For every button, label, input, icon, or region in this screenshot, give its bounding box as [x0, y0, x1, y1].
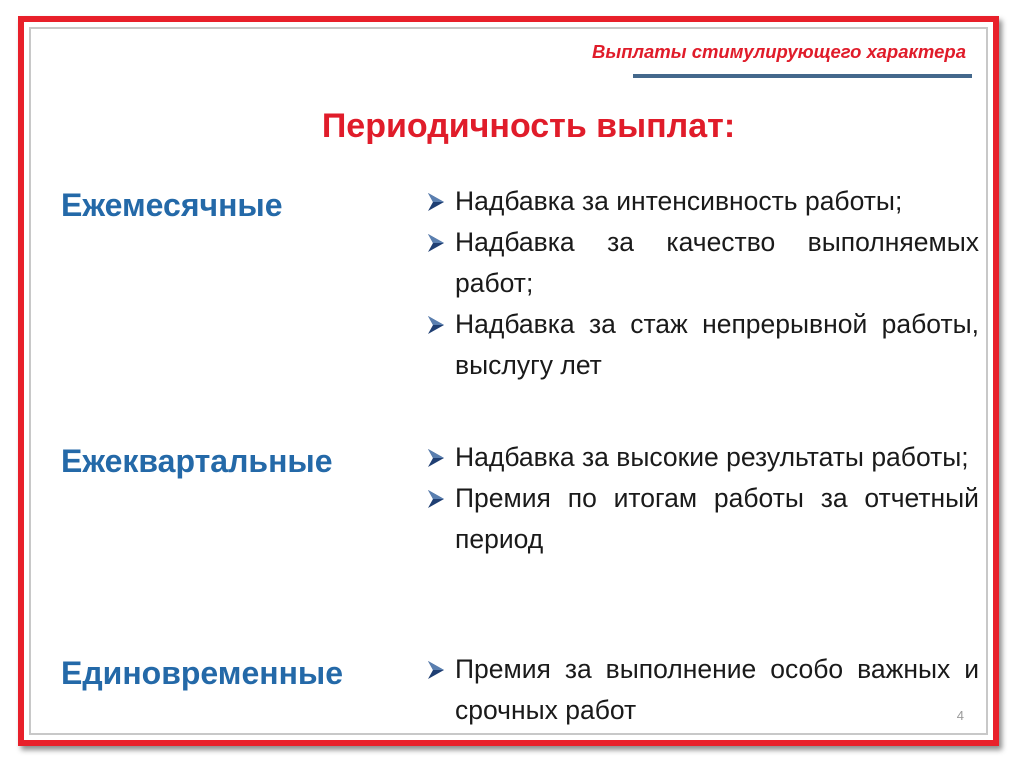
- list-item-text: Премия за выполнение особо важных и срочных работ: [455, 654, 979, 725]
- bullet-list-monthly: [423, 181, 979, 386]
- group-heading-quarterly: Ежеквартальные: [61, 443, 333, 479]
- list-item: [423, 478, 979, 560]
- slide-inner-frame: [29, 27, 988, 735]
- list-item: [423, 649, 979, 731]
- arrow-bullet-icon: [425, 488, 447, 510]
- arrow-bullet-icon: [425, 659, 447, 681]
- list-item: [423, 181, 979, 222]
- list-item-text: Надбавка за высокие результаты работы;: [455, 442, 969, 472]
- arrow-bullet-icon: [425, 314, 447, 336]
- header-title: Выплаты стимулирующего характера: [592, 41, 966, 62]
- list-item-text: Надбавка за стаж непрерывной работы, выслугу лет: [455, 309, 979, 380]
- list-item: [423, 437, 979, 478]
- header-rule: [633, 74, 972, 78]
- arrow-bullet-icon: [425, 191, 447, 213]
- list-item-text: Надбавка за качество выполняемых работ;: [455, 227, 979, 298]
- arrow-bullet-icon: [425, 447, 447, 469]
- list-item: [423, 304, 979, 386]
- main-title: Периодичность выплат:: [321, 107, 736, 145]
- arrow-bullet-icon: [425, 232, 447, 254]
- bullet-list-quarterly: [423, 437, 979, 560]
- group-heading-onetime: Единовременные: [61, 655, 344, 691]
- group-heading-monthly: Ежемесячные: [61, 187, 283, 223]
- slide-frame: [18, 16, 999, 746]
- list-item: [423, 222, 979, 304]
- bullet-list-onetime: [423, 649, 979, 731]
- list-item-text: Премия по итогам работы за отчетный период: [455, 483, 979, 554]
- page-number: 4: [956, 708, 964, 723]
- list-item-text: Надбавка за интенсивность работы;: [455, 186, 903, 216]
